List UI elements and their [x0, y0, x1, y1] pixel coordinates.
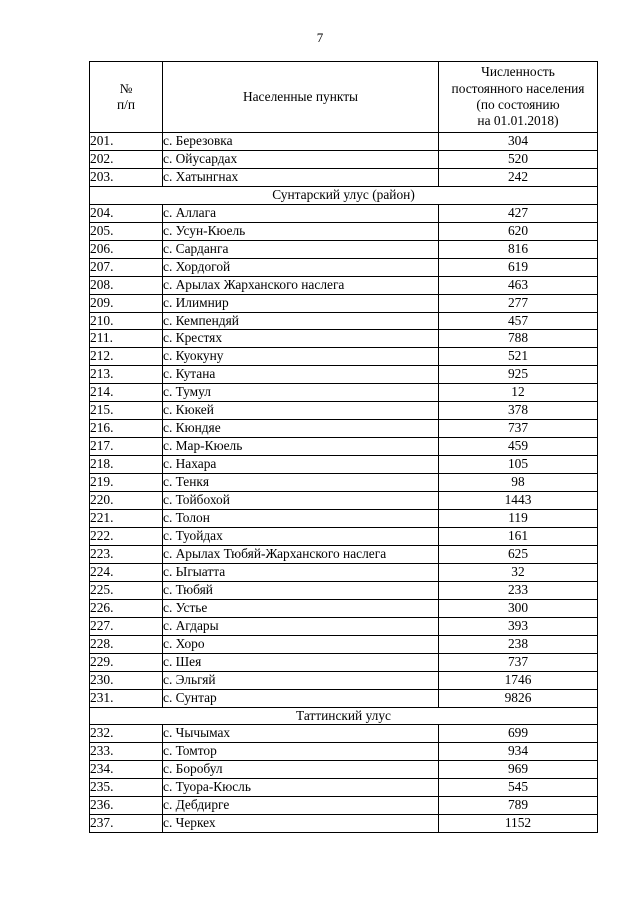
row-number: 231. [90, 689, 163, 707]
population-value: 1443 [439, 492, 598, 510]
row-number: 206. [90, 240, 163, 258]
header-population-line: постоянного населения [451, 80, 585, 96]
population-value: 1746 [439, 671, 598, 689]
row-number: 224. [90, 563, 163, 581]
section-heading: Таттинский улус [90, 707, 598, 725]
population-value: 98 [439, 474, 598, 492]
table-row [90, 222, 598, 240]
table-row [90, 456, 598, 474]
population-value: 619 [439, 258, 598, 276]
population-value: 427 [439, 204, 598, 222]
table-row [90, 779, 598, 797]
settlement-name: с. Черкех [163, 815, 439, 833]
table-row [90, 258, 598, 276]
header-population-line: (по состоянию [476, 97, 560, 112]
settlement-name: с. Хатынгнах [163, 168, 439, 186]
population-value: 620 [439, 222, 598, 240]
header-number [90, 62, 163, 133]
table-body [90, 133, 598, 833]
settlement-name: с. Тенкя [163, 474, 439, 492]
row-number: 213. [90, 366, 163, 384]
section-heading-row [90, 186, 598, 204]
population-value: 161 [439, 527, 598, 545]
population-value: 699 [439, 725, 598, 743]
row-number: 207. [90, 258, 163, 276]
population-value: 393 [439, 617, 598, 635]
population-value: 625 [439, 545, 598, 563]
population-value: 934 [439, 743, 598, 761]
row-number: 215. [90, 402, 163, 420]
header-population [439, 62, 598, 133]
population-value: 457 [439, 312, 598, 330]
settlement-name: с. Устье [163, 599, 439, 617]
settlement-name: с. Нахара [163, 456, 439, 474]
table-row [90, 689, 598, 707]
settlement-name: с. Кутана [163, 366, 439, 384]
settlement-name: с. Шея [163, 653, 439, 671]
table-row [90, 653, 598, 671]
row-number: 235. [90, 779, 163, 797]
population-value: 9826 [439, 689, 598, 707]
settlement-name: с. Усун-Кюель [163, 222, 439, 240]
table-row [90, 294, 598, 312]
population-value: 378 [439, 402, 598, 420]
page-number: 7 [316, 30, 324, 45]
population-value: 242 [439, 168, 598, 186]
settlement-name: с. Сунтар [163, 689, 439, 707]
row-number: 202. [90, 150, 163, 168]
table-row [90, 348, 598, 366]
table-row [90, 240, 598, 258]
population-value: 238 [439, 635, 598, 653]
population-value: 520 [439, 150, 598, 168]
settlement-name: с. Туойдах [163, 527, 439, 545]
settlement-name: с. Ойусардах [163, 150, 439, 168]
row-number: 212. [90, 348, 163, 366]
row-number: 236. [90, 797, 163, 815]
population-value: 119 [439, 510, 598, 528]
table-row [90, 204, 598, 222]
row-number: 217. [90, 438, 163, 456]
row-number: 228. [90, 635, 163, 653]
table-row [90, 276, 598, 294]
header-number-abbr: п/п [116, 97, 136, 112]
settlement-name: с. Толон [163, 510, 439, 528]
table-row [90, 725, 598, 743]
row-number: 204. [90, 204, 163, 222]
settlement-name: с. Ыгыатта [163, 563, 439, 581]
row-number: 219. [90, 474, 163, 492]
row-number: 234. [90, 761, 163, 779]
population-value: 969 [439, 761, 598, 779]
table-row [90, 330, 598, 348]
table-row [90, 581, 598, 599]
settlement-name: с. Березовка [163, 133, 439, 151]
table-row [90, 150, 598, 168]
header-settlements: Населенные пункты [163, 62, 439, 133]
table-row [90, 743, 598, 761]
settlement-name: с. Дебдирге [163, 797, 439, 815]
population-value: 463 [439, 276, 598, 294]
population-value: 1152 [439, 815, 598, 833]
table-row [90, 168, 598, 186]
settlement-name: с. Агдары [163, 617, 439, 635]
row-number: 218. [90, 456, 163, 474]
header-population-line: на 01.01.2018) [477, 113, 559, 129]
settlement-name: с. Аллага [163, 204, 439, 222]
table-row [90, 761, 598, 779]
table-row [90, 384, 598, 402]
settlement-name: с. Тюбяй [163, 581, 439, 599]
row-number: 227. [90, 617, 163, 635]
settlement-name: с. Арылах Тюбяй-Жарханского наслега [163, 545, 439, 563]
population-value: 12 [439, 384, 598, 402]
row-number: 209. [90, 294, 163, 312]
population-value: 925 [439, 366, 598, 384]
row-number: 222. [90, 527, 163, 545]
row-number: 210. [90, 312, 163, 330]
population-value: 233 [439, 581, 598, 599]
settlement-name: с. Хоро [163, 635, 439, 653]
settlement-name: с. Мар-Кюель [163, 438, 439, 456]
population-value: 459 [439, 438, 598, 456]
settlement-name: с. Эльгяй [163, 671, 439, 689]
population-value: 788 [439, 330, 598, 348]
header-population-line: Численность [481, 64, 555, 80]
row-number: 220. [90, 492, 163, 510]
settlement-name: с. Томтор [163, 743, 439, 761]
table-header-row [90, 62, 598, 133]
population-value: 521 [439, 348, 598, 366]
row-number: 211. [90, 330, 163, 348]
row-number: 237. [90, 815, 163, 833]
population-value: 789 [439, 797, 598, 815]
population-value: 816 [439, 240, 598, 258]
table-row [90, 438, 598, 456]
table-row [90, 402, 598, 420]
table-row [90, 563, 598, 581]
row-number: 230. [90, 671, 163, 689]
settlement-name: с. Туора-Кюсль [163, 779, 439, 797]
row-number: 221. [90, 510, 163, 528]
row-number: 214. [90, 384, 163, 402]
table-row [90, 133, 598, 151]
row-number: 232. [90, 725, 163, 743]
table-row [90, 366, 598, 384]
table-row [90, 474, 598, 492]
row-number: 216. [90, 420, 163, 438]
settlement-name: с. Чычымах [163, 725, 439, 743]
settlements-table [89, 61, 598, 833]
table-row [90, 599, 598, 617]
settlement-name: с. Илимнир [163, 294, 439, 312]
row-number: 225. [90, 581, 163, 599]
row-number: 203. [90, 168, 163, 186]
population-value: 545 [439, 779, 598, 797]
table-row [90, 545, 598, 563]
settlement-name: с. Арылах Жарханского наслега [163, 276, 439, 294]
population-value: 304 [439, 133, 598, 151]
population-value: 300 [439, 599, 598, 617]
section-heading: Сунтарский улус (район) [90, 186, 598, 204]
table-row [90, 797, 598, 815]
population-value: 277 [439, 294, 598, 312]
table-row [90, 510, 598, 528]
settlement-name: с. Куокуну [163, 348, 439, 366]
settlement-name: с. Тойбохой [163, 492, 439, 510]
table-row [90, 671, 598, 689]
row-number: 223. [90, 545, 163, 563]
header-number-symbol: № [119, 81, 133, 96]
table-row [90, 420, 598, 438]
population-value: 737 [439, 653, 598, 671]
row-number: 226. [90, 599, 163, 617]
row-number: 201. [90, 133, 163, 151]
population-value: 32 [439, 563, 598, 581]
settlement-name: с. Тумул [163, 384, 439, 402]
population-value: 737 [439, 420, 598, 438]
settlement-name: с. Боробул [163, 761, 439, 779]
row-number: 208. [90, 276, 163, 294]
row-number: 233. [90, 743, 163, 761]
table-row [90, 492, 598, 510]
table-row [90, 617, 598, 635]
table-row [90, 815, 598, 833]
settlement-name: с. Кемпендяй [163, 312, 439, 330]
row-number: 205. [90, 222, 163, 240]
settlement-name: с. Кюкей [163, 402, 439, 420]
settlement-name: с. Крестях [163, 330, 439, 348]
row-number: 229. [90, 653, 163, 671]
settlement-name: с. Сарданга [163, 240, 439, 258]
table-row [90, 312, 598, 330]
population-value: 105 [439, 456, 598, 474]
table-row [90, 635, 598, 653]
section-heading-row [90, 707, 598, 725]
settlement-name: с. Кюндяе [163, 420, 439, 438]
settlement-name: с. Хордогой [163, 258, 439, 276]
table-row [90, 527, 598, 545]
